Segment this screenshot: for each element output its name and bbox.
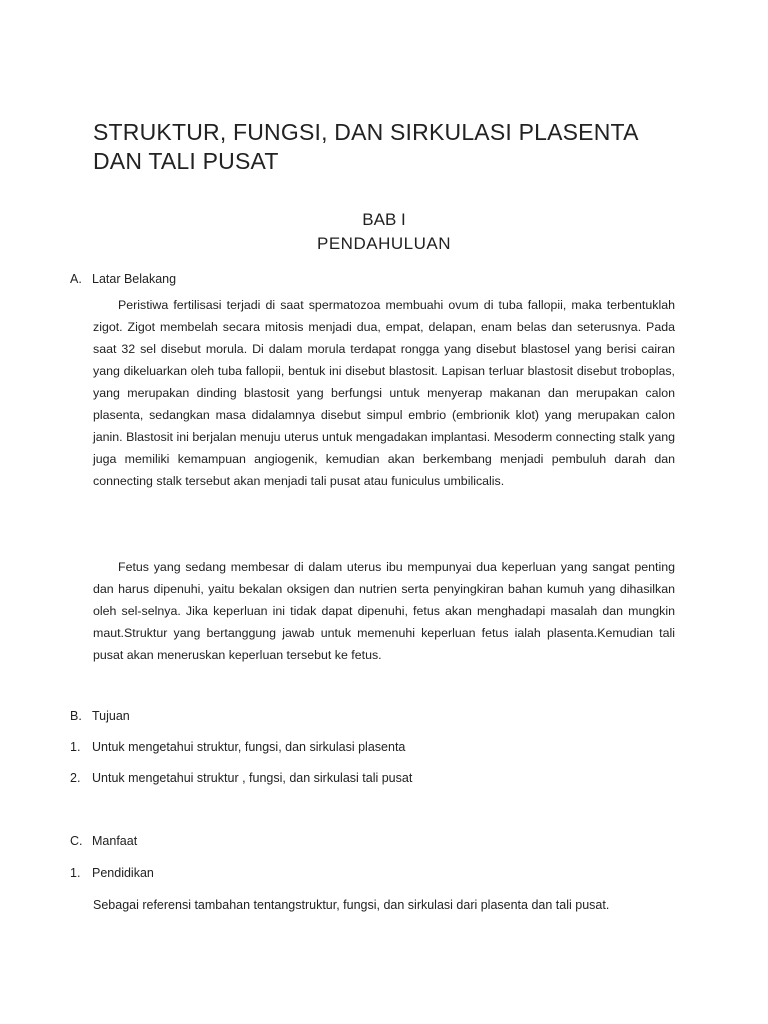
list-marker: 1. <box>70 866 81 880</box>
section-marker: B. <box>70 709 82 723</box>
list-marker: 1. <box>70 740 81 754</box>
title-line-1: STRUKTUR, FUNGSI, DAN SIRKULASI PLASENTA <box>93 119 639 145</box>
goal-item-2 <box>70 769 412 787</box>
chapter-title: PENDAHULUAN <box>317 234 451 253</box>
goal-item-1 <box>70 738 405 756</box>
section-marker: A. <box>70 272 82 286</box>
document-title <box>93 118 693 176</box>
title-line-2: DAN TALI PUSAT <box>93 148 279 174</box>
benefit-item-1 <box>70 864 154 882</box>
section-marker: C. <box>70 834 83 848</box>
section-a-heading <box>70 270 176 288</box>
benefit-description: Sebagai referensi tambahan tentangstruktur, fungsi, dan sirkulasi dari plasenta dan tali pusat. <box>93 898 610 912</box>
paragraph-latar-belakang-1: Peristiwa fertilisasi terjadi di saat spermatozoa membuahi ovum di tuba fallopii, maka terbentuklah zigot. Zigot membelah secara mitosis menjadi dua, empat, delapan, enam belas dan seterusnya. Pada saat 32 sel disebut morula. Di dalam morula terdapat rongga yang disebut blastosel yang berisi cairan yang dikeluarkan oleh tuba fallopii, bentuk ini disebut blastosit. Lapisan terluar blastosit disebut troboplas, yang merupakan dinding blastosit yang berfungsi untuk menyerap makanan dan merupakan calon plasenta, sedangkan masa didalamnya disebut simpul embrio (embrionik klot) yang merupakan calon janin. Blastosit ini berjalan menuju uterus untuk mengadakan implantasi. Mesoderm connecting stalk yang juga memiliki kemampuan angiogenik, kemudian akan berkembang menjadi pembuluh darah dan connecting stalk tersebut akan menjadi tali pusat atau funiculus umbilicalis. <box>93 298 675 488</box>
chapter-number: BAB I <box>362 210 406 229</box>
section-title: Tujuan <box>92 709 130 723</box>
section-c-heading <box>70 832 137 850</box>
goal-text: Untuk mengetahui struktur, fungsi, dan sirkulasi plasenta <box>92 740 406 754</box>
section-title: Latar Belakang <box>92 272 177 286</box>
section-b-heading <box>70 707 130 725</box>
goal-text: Untuk mengetahui struktur , fungsi, dan sirkulasi tali pusat <box>92 771 413 785</box>
benefit-heading: Pendidikan <box>92 866 154 880</box>
list-marker: 2. <box>70 771 81 785</box>
section-title: Manfaat <box>92 834 138 848</box>
paragraph-latar-belakang-2: Fetus yang sedang membesar di dalam uterus ibu mempunyai dua keperluan yang sangat penting dan harus dipenuhi, yaitu bekalan oksigen dan nutrien serta penyingkiran bahan kumuh yang dihasilkan oleh sel-selnya. Jika keperluan ini tidak dapat dipenuhi, fetus akan menghadapi masalah dan mungkin maut.Struktur yang bertanggung jawab untuk memenuhi keperluan fetus ialah plasenta.Kemudian tali pusat akan meneruskan keperluan tersebut ke fetus. <box>93 560 675 662</box>
